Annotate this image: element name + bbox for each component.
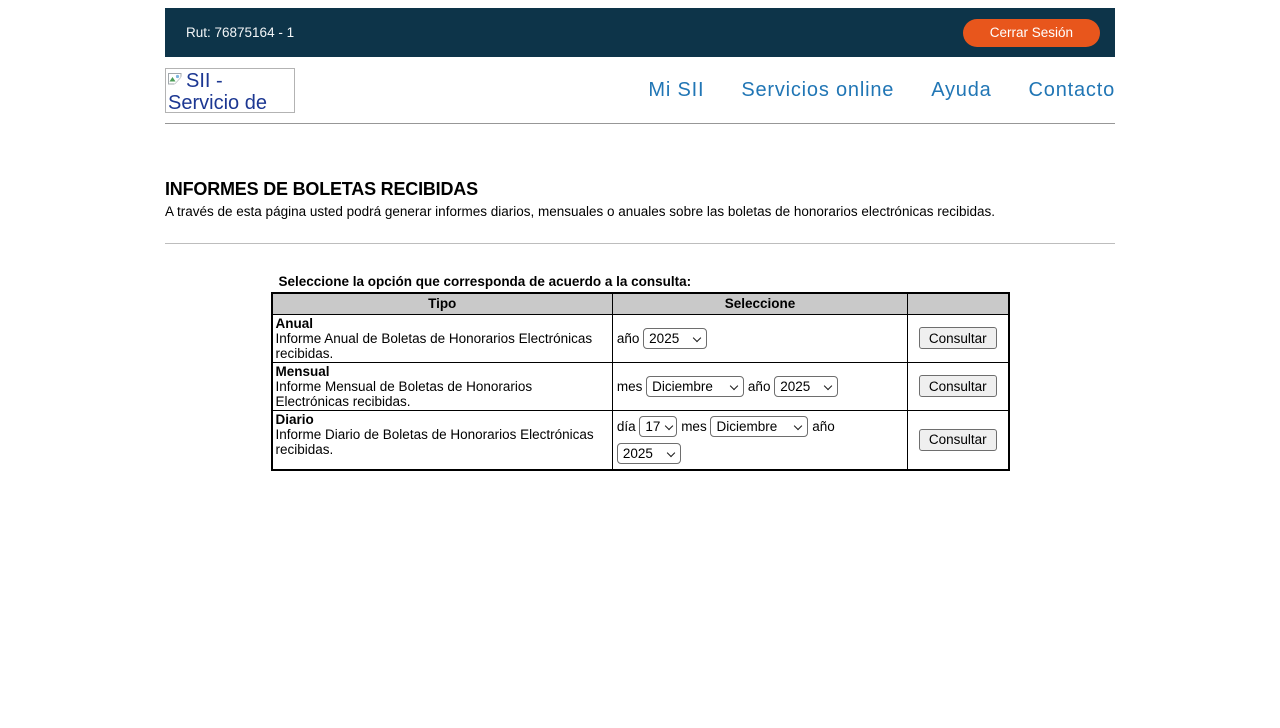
diario-year-select[interactable]: 2025 [617, 443, 681, 464]
report-options-table [271, 292, 1010, 471]
main-nav [648, 79, 1115, 102]
mensual-title: Mensual [275, 363, 330, 379]
page-title: INFORMES DE BOLETAS RECIBIDAS [165, 179, 478, 199]
logout-button[interactable]: Cerrar Sesión [963, 19, 1100, 47]
nav-link-contacto[interactable]: Contacto [1028, 79, 1115, 101]
mensual-month-label: mes [616, 378, 643, 394]
diario-consultar-button[interactable]: Consultar [919, 429, 997, 451]
diario-month-label: mes [681, 418, 707, 434]
header-divider [165, 123, 1115, 124]
mensual-year-select[interactable]: 2025 [774, 376, 838, 397]
diario-description: Informe Diario de Boletas de Honorarios Electrónicas recibidas. [275, 426, 594, 457]
diario-year-label: año [812, 418, 835, 434]
diario-day-select[interactable]: 17 [639, 416, 677, 437]
table-row-diario [272, 410, 1009, 470]
column-header-action [908, 293, 1009, 314]
column-header-seleccione: Seleccione [612, 293, 907, 314]
mensual-consultar-button[interactable]: Consultar [919, 375, 997, 397]
nav-link-mi-sii[interactable]: Mi SII [648, 79, 705, 101]
logo-alt-text: SII - Servicio de [168, 70, 267, 113]
table-row-mensual [272, 362, 1009, 410]
table-row-anual [272, 314, 1009, 362]
session-bar [165, 8, 1115, 57]
column-header-tipo: Tipo [272, 293, 613, 314]
broken-image-icon [168, 73, 185, 87]
diario-month-select[interactable]: Diciembre [710, 416, 808, 437]
anual-description: Informe Anual de Boletas de Honorarios Electrónicas recibidas. [275, 330, 593, 361]
mensual-description: Informe Mensual de Boletas de Honorarios Electrónicas recibidas. [275, 378, 533, 409]
content-divider [165, 243, 1115, 244]
rut-label: Rut: 76875164 - 1 [186, 25, 295, 40]
mensual-month-select[interactable]: Diciembre [646, 376, 744, 397]
consult-section [271, 274, 1010, 471]
anual-year-label: año [616, 330, 640, 346]
diario-day-label: día [616, 418, 636, 434]
nav-link-servicios-online[interactable]: Servicios online [741, 79, 895, 101]
page-container [165, 8, 1115, 471]
table-header-row [272, 293, 1009, 314]
nav-link-ayuda[interactable]: Ayuda [931, 79, 992, 101]
anual-title: Anual [275, 315, 314, 331]
page-description: A través de esta página usted podrá generar informes diarios, mensuales o anuales sobre las boletas de honorarios electrónicas recibidas. [165, 204, 995, 219]
diario-title: Diario [275, 411, 314, 427]
mensual-year-label: año [747, 378, 771, 394]
form-intro: Seleccione la opción que corresponda de acuerdo a la consulta: [278, 274, 692, 289]
site-header [165, 68, 1115, 113]
sii-logo-broken-image[interactable] [165, 68, 295, 113]
anual-consultar-button[interactable]: Consultar [919, 327, 997, 349]
anual-year-select[interactable]: 2025 [643, 328, 707, 349]
